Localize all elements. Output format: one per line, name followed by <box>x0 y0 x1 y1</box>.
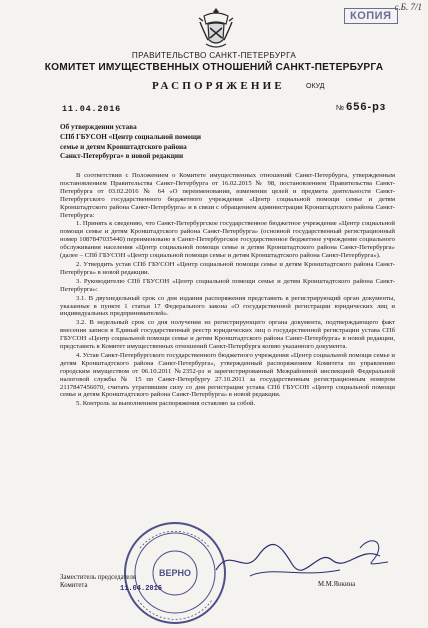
subject-line: Об утверждении устава <box>60 123 137 131</box>
subject-line: СПб ГБУСОН «Центр социальной помощи <box>60 132 202 141</box>
number-prefix: № <box>336 103 345 112</box>
body-paragraph: 4. Устав Санкт-Петербургского государственного бюджетного учреждения «Центр социальной помощи семье и детям Кронштадтского района Санкт-Петербурга», утвержденный распоряжением Комитета по управлению городским имуществом от 06.10.2011 №2352-рз и зарегистрированный Межрайонной инспекцией Федеральной налоговой службы № 15 по Санкт-Петербургу 27.10.2011 за государственным регистрационным номером 2117847456070, считать утратившим силу со дня регистрации устава СПб ГБУСОН «Центр социальной помощи семье и детям Кронштадтского района Санкт-Петербурга» в новой редакции. <box>60 351 395 399</box>
seal-word: ВЕРНО <box>158 568 192 578</box>
body-paragraph: 1. Принять к сведению, что Санкт-Петербургское государственное бюджетное учреждение «Центр социальной помощи семье и детям Кронштадтского района Санкт-Петербурга» (основной государственный регистрационный номер 1087847035440) переименовано в Санкт-Петербургское государственное бюджетное учреждение социального обслуживания населения «Центр социальной помощи семье и детям Кронштадтского района Санкт-Петербурга» (далее – СПб ГБУСОН «Центр социальной помощи семье и детям Кронштадтского района Санкт-Петербурга»). <box>60 220 395 260</box>
number-value: 656-рз <box>346 101 387 113</box>
body-paragraph: 3. Руководителю СПб ГБУСОН «Центр социальной помощи семье и детям Кронштадтского района Санкт-Петербурга»: <box>60 277 395 293</box>
okud-label: ОКУД <box>306 83 325 90</box>
body-paragraph: 5. Контроль за выполнением распоряжения оставляю за собой. <box>76 400 256 408</box>
coat-of-arms-icon <box>196 6 236 50</box>
corner-handwritten-mark: с.Б. 7/1 <box>394 2 422 12</box>
document-subject <box>60 123 260 162</box>
signer-name: М.М.Янкина <box>318 581 356 588</box>
signer-position-line: Комитета <box>60 582 88 589</box>
subject-line: Санкт-Петербурга» в новой редакции <box>60 152 184 161</box>
signer-position-line: Заместитель председателя <box>60 574 136 581</box>
government-heading: ПРАВИТЕЛЬСТВО САНКТ-ПЕТЕРБУРГА <box>131 51 297 60</box>
body-paragraph: В соответствии с Положением о Комитете имущественных отношений Санкт-Петербурга, утвержденным постановлением Правительства Санкт-Петербурга от 16.02.2015 № 98, постановлением Правительства Санкт-Петербурга от 03.02.2016 № 64 «О переименовании, изменении целей и предмета деятельности Санкт-Петербургского государственного бюджетного учреждения «Центр социальной помощи семье и детям Кронштадтского района Санкт-Петербурга» и в связи с обращением администрации Кронштадтского района Санкт-Петербурга: <box>60 172 395 219</box>
subject-line: семье и детям Кронштадтского района <box>60 142 187 151</box>
seal-date: 11.04.2016 <box>120 585 163 593</box>
body-paragraph: 2. Утвердить устав СПб ГБУСОН «Центр социальной помощи семье и детям Кронштадтского района Санкт-Петербурга» в новой редакции. <box>60 260 395 276</box>
document-type-heading: РАСПОРЯЖЕНИЕ <box>152 80 285 92</box>
document-date: 11.04.2016 <box>62 104 122 114</box>
copy-stamp: КОПИЯ <box>344 8 398 24</box>
document-body <box>60 172 395 409</box>
body-paragraph: 3.1. В двухнедельный срок со дня издания распоряжения представить в регистрирующий орган документы, указанные в пункте 1 статьи 17 Федерального закона «О государственной регистрации юридических лиц и индивидуальных предпринимателей». <box>60 294 395 318</box>
document-number <box>336 101 386 113</box>
committee-heading: КОМИТЕТ ИМУЩЕСТВЕННЫХ ОТНОШЕНИЙ САНКТ-ПЕТЕРБУРГА <box>44 62 384 73</box>
body-paragraph: 3.2. В недельный срок со дня получения из регистрирующего органа документа, подтверждающего факт внесения записи в Единый государственный реестр юридических лиц о государственной регистрации устава СПб ГБУСОН «Центр социальной помощи семье и детям Кронштадтского района Санкт-Петербурга» в новой редакции, представить в Комитет имущественных отношений Санкт-Петербурга копию указанного документа. <box>60 319 395 351</box>
handwritten-signature-icon <box>210 526 400 586</box>
